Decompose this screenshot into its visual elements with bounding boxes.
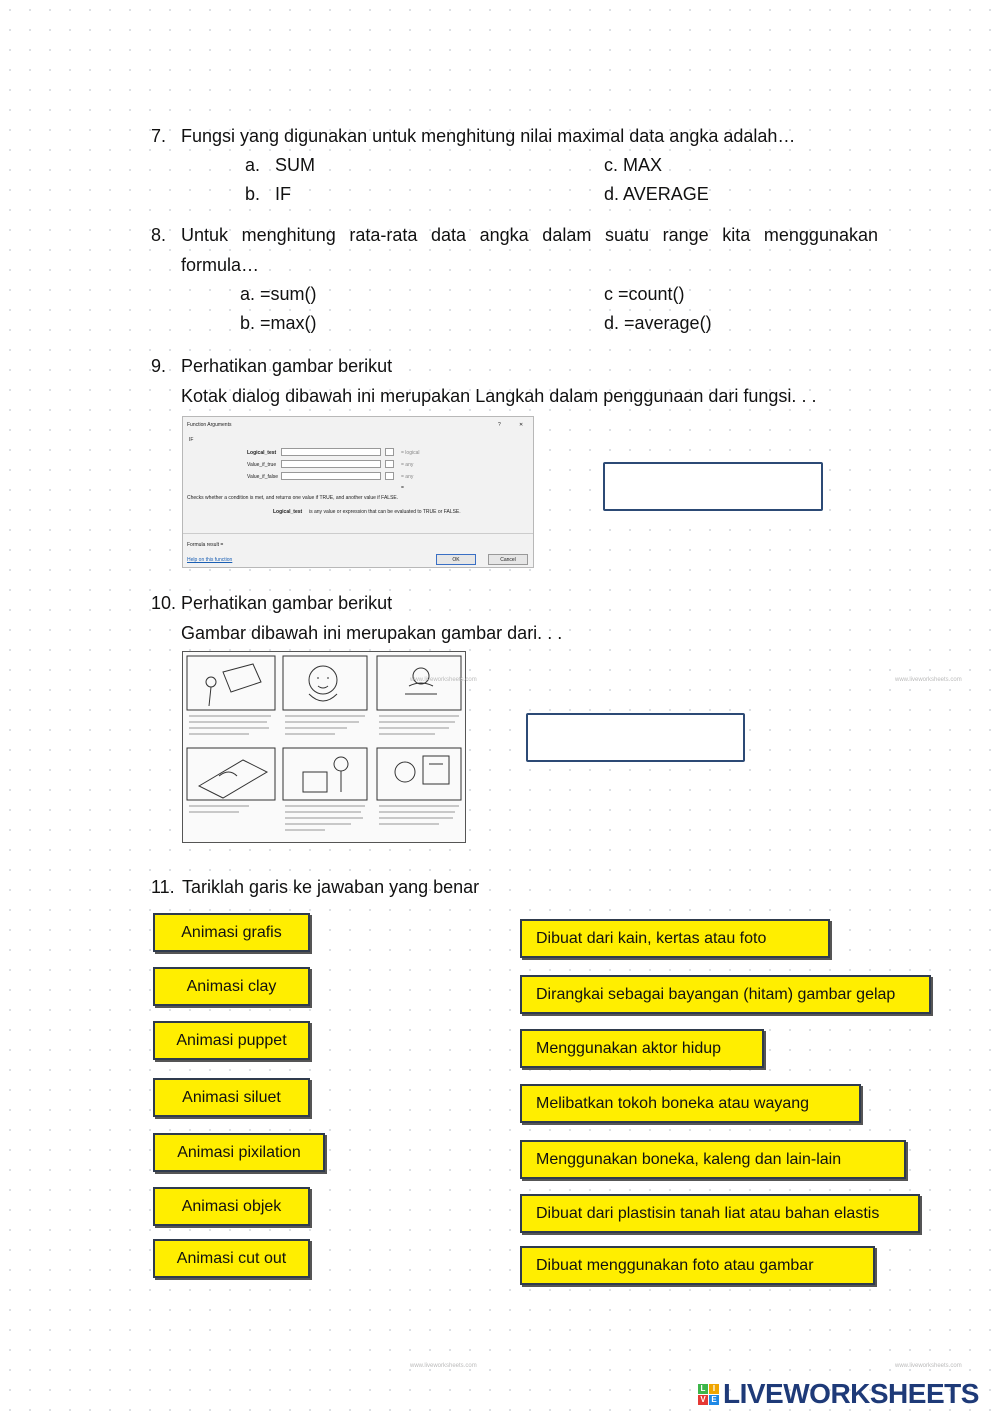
q7-option-a: a. SUM — [245, 155, 316, 175]
dialog-function-name: IF — [189, 437, 194, 443]
q9-text-line2: Kotak dialog dibawah ini merupakan Langkah dalam penggunaan dari fungsi. . . — [181, 386, 817, 406]
q8-option-a: a. =sum() — [240, 284, 317, 304]
watermark-3: www.liveworksheets.com — [410, 1363, 477, 1369]
q7-option-c: c. MAX — [604, 155, 663, 175]
function-arguments-dialog-image — [182, 416, 534, 568]
match-left-animasi-clay[interactable]: Animasi clay — [153, 967, 310, 1006]
dialog-arg-result-1: = logical — [401, 450, 420, 456]
dialog-arg-label-3: Value_if_false — [247, 474, 279, 480]
q10-answer-input[interactable] — [526, 713, 745, 762]
logo-letter-l: L — [698, 1384, 708, 1394]
q11-text: Tariklah garis ke jawaban yang benar — [182, 877, 480, 897]
dialog-arg-result-3: = any — [401, 474, 414, 480]
dialog-divider — [183, 533, 533, 534]
match-right-kain-kertas-foto[interactable]: Dibuat dari kain, kertas atau foto — [520, 919, 830, 958]
dialog-arg-field-2 — [281, 460, 381, 468]
match-left-animasi-objek[interactable]: Animasi objek — [153, 1187, 310, 1226]
match-right-boneka-wayang[interactable]: Melibatkan tokoh boneka atau wayang — [520, 1084, 861, 1123]
match-right-boneka-kaleng[interactable]: Menggunakan boneka, kaleng dan lain-lain — [520, 1140, 906, 1179]
logo-letter-e: E — [709, 1395, 719, 1405]
q9-number: 9. — [151, 356, 167, 376]
dialog-arg-label-2: Value_if_true — [247, 462, 277, 468]
watermark-4: www.liveworksheets.com — [895, 1363, 962, 1369]
q8-text-line2: formula… — [181, 255, 260, 275]
q7-option-b: b. IF — [245, 184, 292, 204]
dialog-arg-help: is any value or expression that can be evaluated to TRUE or FALSE. — [309, 509, 461, 515]
dialog-arg-help-name: Logical_test — [273, 509, 303, 515]
match-left-animasi-siluet[interactable]: Animasi siluet — [153, 1078, 310, 1117]
dialog-arg-field-1 — [281, 448, 381, 456]
dialog-formula-result: Formula result = — [187, 542, 224, 548]
match-right-bayangan-hitam[interactable]: Dirangkai sebagai bayangan (hitam) gambar gelap — [520, 975, 931, 1014]
dialog-description: Checks whether a condition is met, and returns one value if TRUE, and another value if FALSE. — [187, 495, 399, 501]
q8-option-b: b. =max() — [240, 313, 317, 333]
q8-option-c: c =count() — [604, 284, 685, 304]
dialog-help-mark: ? — [498, 422, 501, 428]
dialog-arg-label-1: Logical_test — [247, 450, 277, 456]
match-right-plastisin[interactable]: Dibuat dari plastisin tanah liat atau bahan elastis — [520, 1194, 920, 1233]
q7-text: Fungsi yang digunakan untuk menghitung nilai maximal data angka adalah… — [181, 126, 796, 146]
liveworksheets-logo — [698, 1378, 979, 1410]
watermark-2: www.liveworksheets.com — [895, 677, 962, 683]
q8-option-d: d. =average() — [604, 313, 712, 333]
q7-number: 7. — [151, 126, 167, 146]
q10-text-line1: Perhatikan gambar berikut — [181, 593, 393, 613]
q9-answer-input[interactable] — [603, 462, 823, 511]
dialog-cancel-button: Cancel — [488, 554, 528, 565]
q8-text-line1: Untuk menghitung rata-rata data angka dalam suatu range kita menggunakan — [181, 225, 878, 245]
logo-letter-i: I — [709, 1384, 719, 1394]
watermark-1: www.liveworksheets.com — [410, 677, 477, 683]
dialog-arg-button-1 — [385, 448, 394, 456]
dialog-ok-button: OK — [436, 554, 476, 565]
dialog-equals: = — [401, 485, 404, 491]
q8-number: 8. — [151, 225, 167, 245]
liveworksheets-logo-icon — [698, 1384, 719, 1405]
match-right-foto-gambar[interactable]: Dibuat menggunakan foto atau gambar — [520, 1246, 875, 1285]
match-left-animasi-puppet[interactable]: Animasi puppet — [153, 1021, 310, 1060]
match-right-aktor-hidup[interactable]: Menggunakan aktor hidup — [520, 1029, 764, 1068]
q7-option-d: d. AVERAGE — [604, 184, 709, 204]
logo-letter-v: V — [698, 1395, 708, 1405]
dialog-arg-button-2 — [385, 460, 394, 468]
dialog-arg-field-3 — [281, 472, 381, 480]
match-left-animasi-grafis[interactable]: Animasi grafis — [153, 913, 310, 952]
q10-number: 10. — [151, 593, 177, 613]
match-left-animasi-pixilation[interactable]: Animasi pixilation — [153, 1133, 325, 1172]
dialog-help-link: Help on this function — [187, 557, 233, 563]
dialog-arg-result-2: = any — [401, 462, 414, 468]
q10-text-line2: Gambar dibawah ini merupakan gambar dari. . . — [181, 623, 563, 643]
q9-text-line1: Perhatikan gambar berikut — [181, 356, 393, 376]
q11-number: 11. — [151, 877, 175, 897]
dialog-arg-button-3 — [385, 472, 394, 480]
dialog-title: Function Arguments — [187, 422, 232, 428]
match-left-animasi-cut-out[interactable]: Animasi cut out — [153, 1239, 310, 1278]
dialog-close-icon: ✕ — [519, 422, 524, 428]
liveworksheets-logo-text: LIVEWORKSHEETS — [723, 1378, 979, 1409]
